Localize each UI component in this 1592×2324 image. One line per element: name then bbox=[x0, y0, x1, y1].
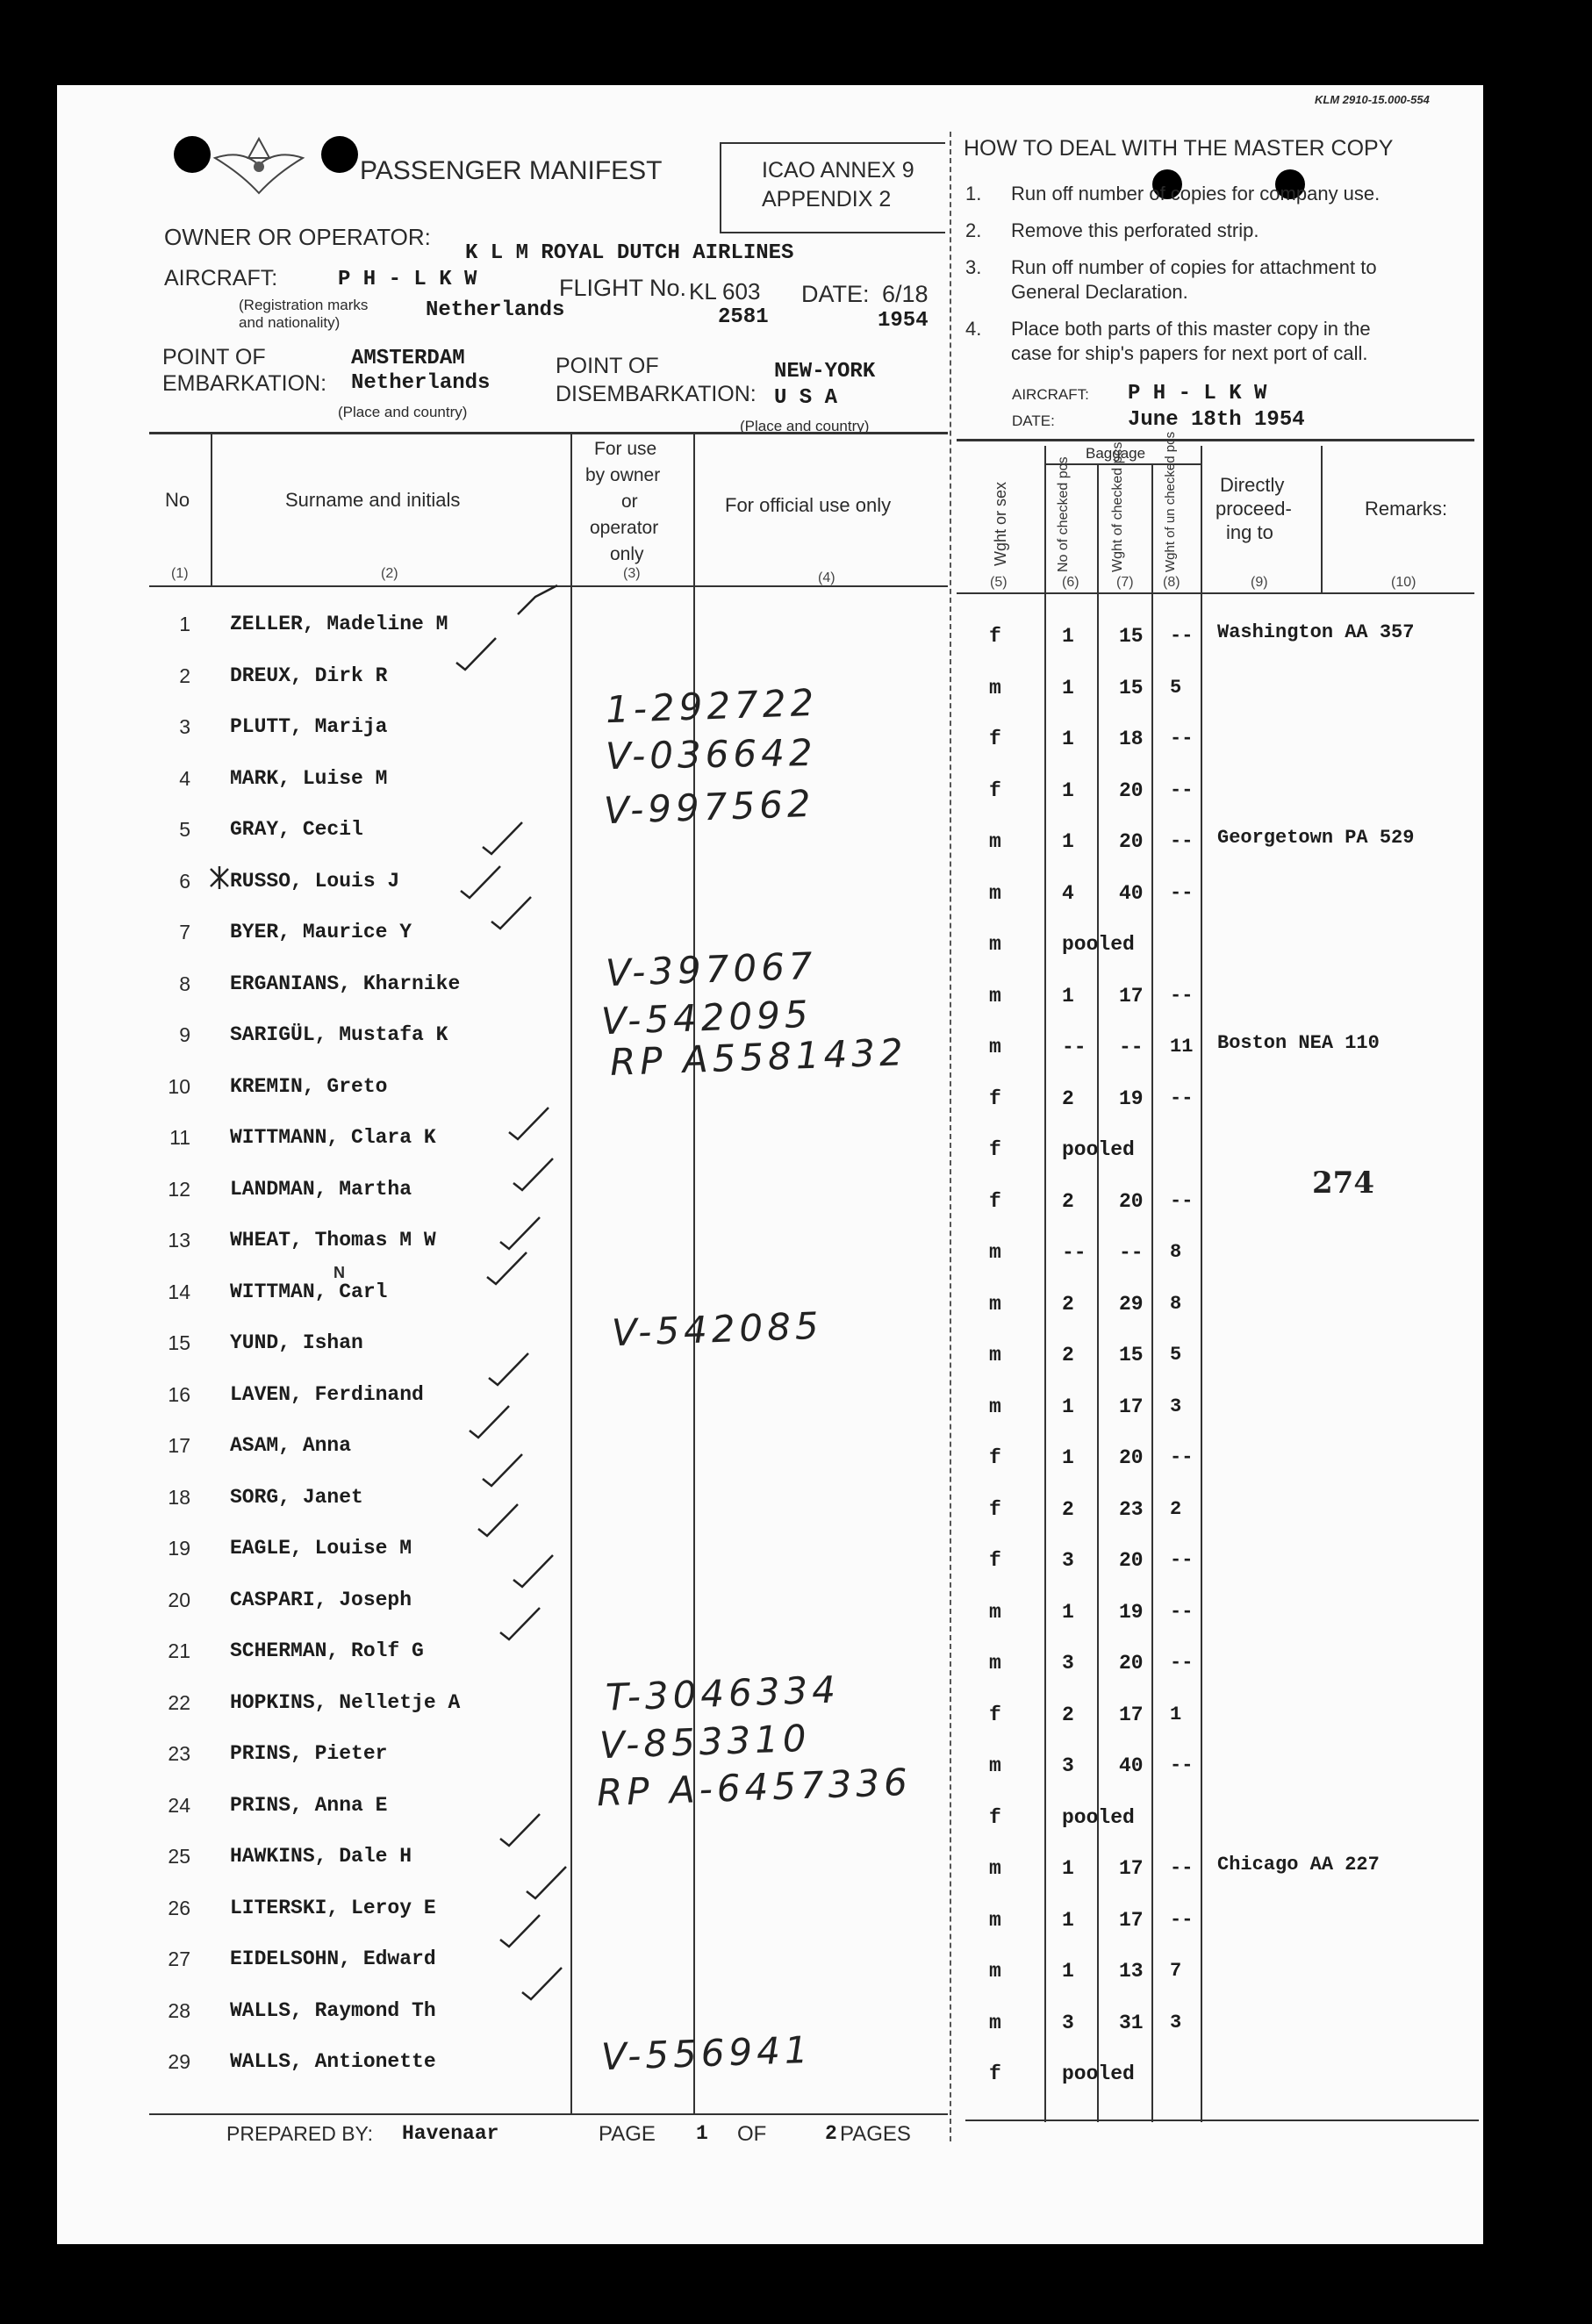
row-number: 17 bbox=[168, 1434, 190, 1457]
passenger-name: MARK, Luise M bbox=[230, 766, 388, 790]
row-number: 5 bbox=[179, 818, 190, 841]
how-to-num: 2. bbox=[965, 219, 982, 241]
col-divider bbox=[570, 432, 572, 2113]
page-value: 1 bbox=[696, 2122, 708, 2145]
passenger-sex: f bbox=[989, 728, 1001, 750]
klm-logo-icon bbox=[206, 132, 312, 202]
passenger-sex: m bbox=[989, 1395, 1001, 1418]
passenger-sex: m bbox=[989, 830, 1001, 853]
checked-weight: 20 bbox=[1119, 778, 1144, 802]
flight-value2: 2581 bbox=[718, 305, 769, 329]
row-number: 24 bbox=[168, 1793, 190, 1817]
checked-pieces: 2 bbox=[1062, 1703, 1074, 1726]
owner-value: K L M ROYAL DUTCH AIRLINES bbox=[465, 241, 794, 265]
passenger-name: PLUTT, Marija bbox=[230, 715, 388, 738]
how-to-text: case for ship's papers for next port of call. bbox=[1011, 342, 1368, 364]
check-mark-icon bbox=[518, 1966, 570, 2001]
passenger-sex: m bbox=[989, 676, 1001, 699]
unchecked-weight: -- bbox=[1170, 1189, 1194, 1212]
unchecked-weight: -- bbox=[1170, 1446, 1194, 1468]
passenger-name: EIDELSOHN, Edward bbox=[230, 1947, 436, 1970]
checked-weight: 20 bbox=[1119, 830, 1144, 853]
col-divider bbox=[693, 432, 695, 2113]
row-number: 21 bbox=[168, 1639, 190, 1662]
col-unchecked: Wght of un checked pcs bbox=[1163, 431, 1178, 572]
checked-pieces: pooled bbox=[1062, 1805, 1135, 1829]
disembark-place-country: (Place and country) bbox=[740, 418, 870, 434]
unchecked-weight: 3 bbox=[1170, 1395, 1182, 1417]
aircraft-nationality: Netherlands bbox=[426, 298, 565, 322]
row-number: 3 bbox=[179, 715, 190, 738]
unchecked-weight: 5 bbox=[1170, 676, 1182, 699]
checked-pieces: 4 bbox=[1062, 881, 1074, 905]
owner-label: OWNER OR OPERATOR: bbox=[164, 224, 431, 250]
col-divider bbox=[1321, 446, 1323, 592]
passenger-name: ERGANIANS, Kharnike bbox=[230, 972, 461, 995]
col-remarks: Remarks: bbox=[1365, 498, 1448, 520]
pages-label: PAGES bbox=[840, 2122, 911, 2146]
unchecked-weight: -- bbox=[1170, 1908, 1194, 1931]
col-owner-5: only bbox=[610, 544, 644, 564]
col-divider bbox=[1201, 446, 1202, 2122]
col-owner-4: operator bbox=[590, 518, 659, 538]
checked-pieces: 1 bbox=[1062, 984, 1074, 1008]
row-number: 12 bbox=[168, 1177, 190, 1201]
row-number: 8 bbox=[179, 972, 190, 995]
header-bottom-rule-right bbox=[957, 592, 1474, 594]
form-code: KLM 2910-15.000-554 bbox=[1315, 93, 1430, 106]
checked-weight: 17 bbox=[1119, 1908, 1144, 1932]
passenger-name: LAVEN, Ferdinand bbox=[230, 1382, 424, 1406]
icao-line1: ICAO ANNEX 9 bbox=[762, 158, 914, 183]
punch-hole bbox=[321, 136, 358, 173]
how-to-text: Remove this perforated strip. bbox=[1011, 219, 1259, 241]
checked-pieces: 1 bbox=[1062, 1960, 1074, 1983]
row-number: 11 bbox=[169, 1126, 190, 1149]
checked-pieces: 2 bbox=[1062, 1497, 1074, 1521]
col-number: (2) bbox=[381, 566, 398, 581]
row-number: 16 bbox=[168, 1382, 190, 1406]
unchecked-weight: -- bbox=[1170, 1754, 1194, 1776]
checked-pieces: 1 bbox=[1062, 1600, 1074, 1624]
perforation-line bbox=[950, 132, 951, 2141]
passenger-sex: m bbox=[989, 1292, 1001, 1316]
passenger-sex: f bbox=[989, 1138, 1001, 1161]
checked-pieces: 1 bbox=[1062, 1857, 1074, 1880]
unchecked-weight: 3 bbox=[1170, 2011, 1182, 2034]
how-to-text: Place both parts of this master copy in the bbox=[1011, 318, 1371, 340]
passenger-name: HAWKINS, Dale H bbox=[230, 1845, 412, 1868]
check-mark-icon bbox=[478, 821, 531, 856]
check-mark-icon bbox=[496, 1913, 549, 1948]
how-to-num: 1. bbox=[965, 183, 982, 204]
col-checked-wt: Wght of checked pcs bbox=[1110, 441, 1125, 572]
handwritten-number: V-556941 bbox=[600, 2027, 814, 2079]
passenger-sex: f bbox=[989, 1189, 1001, 1213]
checked-weight: 15 bbox=[1119, 676, 1144, 699]
check-mark-icon bbox=[452, 636, 505, 671]
passenger-name: LITERSKI, Leroy E bbox=[230, 1896, 436, 1919]
unchecked-weight: -- bbox=[1170, 1600, 1194, 1623]
disembark-value1: NEW-YORK bbox=[774, 360, 876, 384]
embark-value1: AMSTERDAM bbox=[351, 347, 465, 370]
handwritten-number: V-997562 bbox=[603, 781, 816, 833]
unchecked-weight: 8 bbox=[1170, 1292, 1182, 1315]
passenger-name: GRAY, Cecil bbox=[230, 818, 363, 841]
passenger-name: WITTMAN, Carl bbox=[230, 1280, 388, 1303]
aircraft-sub1: (Registration marks bbox=[239, 297, 369, 313]
connecting-flight: Georgetown PA 529 bbox=[1217, 827, 1415, 849]
checked-pieces: pooled bbox=[1062, 2062, 1135, 2085]
unchecked-weight: -- bbox=[1170, 830, 1194, 852]
col-number: (9) bbox=[1251, 575, 1268, 590]
col-number: (8) bbox=[1163, 575, 1180, 590]
checked-weight: 19 bbox=[1119, 1087, 1144, 1110]
checked-weight: 40 bbox=[1119, 881, 1144, 905]
connecting-flight: Boston NEA 110 bbox=[1217, 1032, 1380, 1054]
checked-weight: 20 bbox=[1119, 1446, 1144, 1469]
col-number: (4) bbox=[818, 570, 835, 585]
prepared-value: Havenaar bbox=[402, 2122, 499, 2145]
col-number: (10) bbox=[1391, 575, 1416, 590]
table-top-rule bbox=[149, 432, 948, 434]
col-sex: Wght or sex bbox=[992, 481, 1009, 566]
table-top-rule-right bbox=[957, 439, 1474, 441]
handwritten-number: 1-292722 bbox=[605, 680, 819, 732]
passenger-name: EAGLE, Louise M bbox=[230, 1537, 412, 1560]
passenger-sex: f bbox=[989, 1087, 1001, 1110]
handwritten-number: V-036642 bbox=[605, 730, 817, 778]
disembark-value2: U S A bbox=[774, 386, 838, 410]
col-divider bbox=[211, 432, 212, 585]
page-title: PASSENGER MANIFEST bbox=[360, 156, 663, 185]
checked-weight: 17 bbox=[1119, 984, 1144, 1008]
unchecked-weight: -- bbox=[1170, 778, 1194, 801]
checked-pieces: 2 bbox=[1062, 1087, 1074, 1110]
flight-label: FLIGHT No. bbox=[559, 275, 687, 301]
passenger-name: RUSSO, Louis J bbox=[230, 869, 400, 893]
unchecked-weight: -- bbox=[1170, 1549, 1194, 1571]
disembark-label1: POINT OF bbox=[556, 354, 659, 378]
handwritten-n: N bbox=[333, 1264, 345, 1281]
col-owner-1: For use bbox=[594, 439, 657, 459]
passenger-sex: f bbox=[989, 1446, 1001, 1469]
col-checked-pcs: No of checked pcs bbox=[1056, 456, 1071, 572]
row-number: 9 bbox=[179, 1023, 190, 1046]
row-number: 7 bbox=[179, 921, 190, 943]
passenger-sex: m bbox=[989, 1857, 1001, 1880]
passenger-name: KREMIN, Greto bbox=[230, 1074, 388, 1098]
passenger-sex: f bbox=[989, 625, 1001, 648]
check-mark-icon bbox=[513, 584, 566, 619]
check-mark-icon bbox=[474, 1503, 527, 1538]
checked-weight: 20 bbox=[1119, 1652, 1144, 1675]
prepared-label: PREPARED BY: bbox=[226, 2122, 374, 2145]
embark-place-country: (Place and country) bbox=[338, 404, 468, 420]
passenger-name: HOPKINS, Nelletje A bbox=[230, 1690, 461, 1714]
row-number: 18 bbox=[168, 1485, 190, 1509]
passenger-sex: m bbox=[989, 1241, 1001, 1264]
handwritten-number: V-542095 bbox=[600, 992, 814, 1044]
passenger-sex: m bbox=[989, 1960, 1001, 1983]
date-value: 6/18 bbox=[882, 281, 929, 307]
unchecked-weight: 1 bbox=[1170, 1703, 1182, 1725]
checked-pieces: 2 bbox=[1062, 1292, 1074, 1316]
checked-weight: 31 bbox=[1119, 2011, 1144, 2034]
strip-aircraft-label: AIRCRAFT: bbox=[1012, 386, 1089, 403]
col-name: Surname and initials bbox=[285, 489, 461, 511]
check-mark-icon bbox=[496, 1812, 549, 1847]
embark-value2: Netherlands bbox=[351, 371, 491, 395]
how-to-title: HOW TO DEAL WITH THE MASTER COPY bbox=[964, 136, 1394, 161]
passenger-name: SCHERMAN, Rolf G bbox=[230, 1639, 424, 1662]
pages-value: 2 bbox=[825, 2122, 837, 2145]
checked-pieces: -- bbox=[1062, 1036, 1086, 1058]
row-number: 27 bbox=[168, 1947, 190, 1970]
row-number: 28 bbox=[168, 1998, 190, 2022]
checked-weight: -- bbox=[1119, 1036, 1144, 1058]
aircraft-sub2: and nationality) bbox=[239, 314, 341, 331]
passenger-sex: m bbox=[989, 984, 1001, 1008]
checked-weight: 17 bbox=[1119, 1857, 1144, 1880]
check-mark-icon bbox=[509, 1553, 562, 1589]
checked-pieces: 2 bbox=[1062, 1189, 1074, 1213]
table-bottom-rule bbox=[149, 2113, 948, 2115]
handwritten-number: V-397067 bbox=[605, 943, 818, 995]
checked-pieces: 1 bbox=[1062, 830, 1074, 853]
col-direct-2: proceed- bbox=[1216, 498, 1292, 520]
passenger-sex: f bbox=[989, 1497, 1001, 1521]
col-divider bbox=[1097, 463, 1099, 2122]
aircraft-label: AIRCRAFT: bbox=[164, 266, 278, 290]
passenger-name: ZELLER, Madeline M bbox=[230, 613, 448, 635]
checked-pieces: 3 bbox=[1062, 2011, 1074, 2034]
handwritten-number: RP A5581432 bbox=[609, 1030, 908, 1084]
how-to-num: 3. bbox=[965, 256, 982, 278]
checked-pieces: pooled bbox=[1062, 933, 1135, 956]
checked-pieces: 3 bbox=[1062, 1652, 1074, 1675]
stamp-number: 274 bbox=[1312, 1166, 1374, 1201]
passenger-sex: f bbox=[989, 1549, 1001, 1572]
col-number: (3) bbox=[623, 566, 641, 581]
check-mark-icon bbox=[522, 1865, 575, 1900]
unchecked-weight: -- bbox=[1170, 728, 1194, 750]
check-mark-icon bbox=[483, 1251, 535, 1286]
handwritten-number: V-853310 bbox=[599, 1716, 812, 1768]
unchecked-weight: 2 bbox=[1170, 1497, 1182, 1520]
connecting-flight: Washington AA 357 bbox=[1217, 621, 1415, 643]
flight-value: KL 603 bbox=[689, 278, 761, 305]
passenger-sex: m bbox=[989, 1754, 1001, 1777]
col-baggage: Baggage bbox=[1086, 445, 1146, 462]
strip-date-value: June 18th 1954 bbox=[1128, 408, 1305, 432]
unchecked-weight: 5 bbox=[1170, 1344, 1182, 1366]
row-number: 4 bbox=[179, 766, 190, 790]
col-number: (6) bbox=[1062, 575, 1079, 590]
connecting-flight: Chicago AA 227 bbox=[1217, 1854, 1380, 1876]
checked-weight: 29 bbox=[1119, 1292, 1144, 1316]
passenger-name: ASAM, Anna bbox=[230, 1434, 352, 1457]
row-number: 1 bbox=[179, 613, 190, 635]
disembark-label2: DISEMBARKATION: bbox=[556, 382, 757, 406]
how-to-text: Run off number of copies for company use. bbox=[1011, 183, 1380, 204]
unchecked-weight: -- bbox=[1170, 1857, 1194, 1879]
unchecked-weight: -- bbox=[1170, 881, 1194, 904]
passenger-sex: m bbox=[989, 2011, 1001, 2034]
row-number: 26 bbox=[168, 1896, 190, 1919]
strip-date-label: DATE: bbox=[1012, 412, 1055, 429]
how-to-text: Run off number of copies for attachment to bbox=[1011, 256, 1377, 278]
handwritten-number: T-3046334 bbox=[605, 1668, 841, 1719]
passenger-sex: f bbox=[989, 778, 1001, 802]
col-no: No bbox=[165, 489, 190, 511]
passenger-sex: f bbox=[989, 1805, 1001, 1829]
passenger-name: WALLS, Antionette bbox=[230, 2050, 436, 2073]
passenger-name: CASPARI, Joseph bbox=[230, 1588, 412, 1611]
passenger-name: DREUX, Dirk R bbox=[230, 663, 388, 687]
unchecked-weight: -- bbox=[1170, 1087, 1194, 1109]
row-number: 25 bbox=[168, 1845, 190, 1868]
checked-pieces: 1 bbox=[1062, 1446, 1074, 1469]
icao-line2: APPENDIX 2 bbox=[762, 187, 892, 212]
row-number: 10 bbox=[168, 1074, 190, 1098]
how-to-num: 4. bbox=[965, 318, 982, 340]
checked-weight: 19 bbox=[1119, 1600, 1144, 1624]
passenger-sex: m bbox=[989, 1036, 1001, 1058]
passenger-sex: m bbox=[989, 881, 1001, 905]
checked-pieces: 1 bbox=[1062, 778, 1074, 802]
passenger-sex: m bbox=[989, 1908, 1001, 1932]
checked-weight: 23 bbox=[1119, 1497, 1144, 1521]
col-direct-3: ing to bbox=[1226, 521, 1273, 543]
passenger-sex: m bbox=[989, 1652, 1001, 1675]
row-number: 14 bbox=[168, 1280, 190, 1303]
checked-weight: 20 bbox=[1119, 1549, 1144, 1572]
checked-weight: 40 bbox=[1119, 1754, 1144, 1777]
checked-weight: 15 bbox=[1119, 1344, 1144, 1366]
checked-pieces: 1 bbox=[1062, 625, 1074, 648]
passenger-sex: m bbox=[989, 1600, 1001, 1624]
passenger-sex: m bbox=[989, 1344, 1001, 1366]
col-number: (7) bbox=[1116, 575, 1134, 590]
check-mark-icon bbox=[465, 1404, 518, 1439]
asterisk-mark-icon bbox=[206, 864, 233, 891]
passenger-name: WITTMANN, Clara K bbox=[230, 1126, 436, 1149]
checked-weight: 15 bbox=[1119, 625, 1144, 648]
col-divider bbox=[1044, 446, 1046, 2122]
check-mark-icon bbox=[487, 895, 540, 930]
strip-aircraft-value: P H - L K W bbox=[1128, 382, 1267, 405]
unchecked-weight: -- bbox=[1170, 1652, 1194, 1674]
checked-pieces: 1 bbox=[1062, 676, 1074, 699]
checked-pieces: 1 bbox=[1062, 728, 1074, 750]
row-number: 2 bbox=[179, 663, 190, 687]
passenger-name: PRINS, Anna E bbox=[230, 1793, 388, 1817]
row-number: 6 bbox=[179, 869, 190, 893]
unchecked-weight: 8 bbox=[1170, 1241, 1182, 1263]
checked-pieces: 1 bbox=[1062, 1908, 1074, 1932]
row-number: 20 bbox=[168, 1588, 190, 1611]
passenger-name: WHEAT, Thomas M W bbox=[230, 1229, 436, 1252]
date-value2: 1954 bbox=[878, 309, 929, 333]
row-number: 29 bbox=[168, 2050, 190, 2073]
checked-pieces: 3 bbox=[1062, 1754, 1074, 1777]
passenger-sex: f bbox=[989, 2062, 1001, 2085]
row-number: 22 bbox=[168, 1690, 190, 1714]
check-mark-icon bbox=[509, 1157, 562, 1192]
check-mark-icon bbox=[484, 1352, 537, 1387]
check-mark-icon bbox=[478, 1452, 531, 1488]
date-label: DATE: bbox=[801, 281, 870, 307]
passenger-name: YUND, Ishan bbox=[230, 1331, 363, 1354]
checked-pieces: pooled bbox=[1062, 1138, 1135, 1161]
punch-hole bbox=[174, 136, 211, 173]
col-number: (5) bbox=[990, 575, 1008, 590]
col-direct-1: Directly bbox=[1220, 474, 1285, 496]
passenger-sex: f bbox=[989, 1703, 1001, 1726]
passenger-name: WALLS, Raymond Th bbox=[230, 1998, 436, 2022]
checked-weight: 18 bbox=[1119, 728, 1144, 750]
passenger-name: PRINS, Pieter bbox=[230, 1742, 388, 1765]
check-mark-icon bbox=[496, 1606, 549, 1641]
col-owner-2: by owner bbox=[585, 465, 661, 485]
checked-pieces: 3 bbox=[1062, 1549, 1074, 1572]
how-to-text: General Declaration. bbox=[1011, 281, 1188, 303]
checked-weight: -- bbox=[1119, 1241, 1144, 1264]
row-number: 15 bbox=[168, 1331, 190, 1354]
row-number: 19 bbox=[168, 1537, 190, 1560]
embark-label1: POINT OF bbox=[162, 345, 266, 369]
unchecked-weight: 11 bbox=[1170, 1036, 1194, 1058]
checked-weight: 20 bbox=[1119, 1189, 1144, 1213]
checked-weight: 13 bbox=[1119, 1960, 1144, 1983]
embark-label2: EMBARKATION: bbox=[162, 371, 327, 396]
handwritten-number: RP A-6457336 bbox=[596, 1760, 913, 1815]
row-number: 23 bbox=[168, 1742, 190, 1765]
page-label: PAGE bbox=[599, 2122, 656, 2146]
unchecked-weight: 7 bbox=[1170, 1960, 1182, 1982]
of-label: OF bbox=[737, 2122, 767, 2146]
passenger-name: SORG, Janet bbox=[230, 1485, 363, 1509]
passenger-name: BYER, Maurice Y bbox=[230, 921, 412, 943]
col-official: For official use only bbox=[725, 494, 892, 516]
checked-weight: 17 bbox=[1119, 1703, 1144, 1726]
passenger-sex: m bbox=[989, 933, 1001, 956]
row-number: 13 bbox=[168, 1229, 190, 1252]
table-bottom-rule-right bbox=[965, 2120, 1479, 2121]
unchecked-weight: -- bbox=[1170, 984, 1194, 1007]
checked-weight: 17 bbox=[1119, 1395, 1144, 1418]
unchecked-weight: -- bbox=[1170, 625, 1194, 647]
checked-pieces: 1 bbox=[1062, 1395, 1074, 1418]
passenger-name: LANDMAN, Martha bbox=[230, 1177, 412, 1201]
checked-pieces: -- bbox=[1062, 1241, 1086, 1264]
check-mark-icon bbox=[505, 1106, 557, 1141]
handwritten-number: V-542085 bbox=[611, 1303, 824, 1355]
col-divider bbox=[1151, 463, 1153, 2122]
col-number: (1) bbox=[171, 566, 189, 581]
aircraft-value: P H - L K W bbox=[338, 268, 477, 291]
check-mark-icon bbox=[456, 864, 509, 900]
checked-pieces: 2 bbox=[1062, 1344, 1074, 1366]
col-owner-3: or bbox=[621, 491, 638, 512]
check-mark-icon bbox=[496, 1216, 549, 1251]
passenger-name: SARIGÜL, Mustafa K bbox=[230, 1023, 448, 1046]
